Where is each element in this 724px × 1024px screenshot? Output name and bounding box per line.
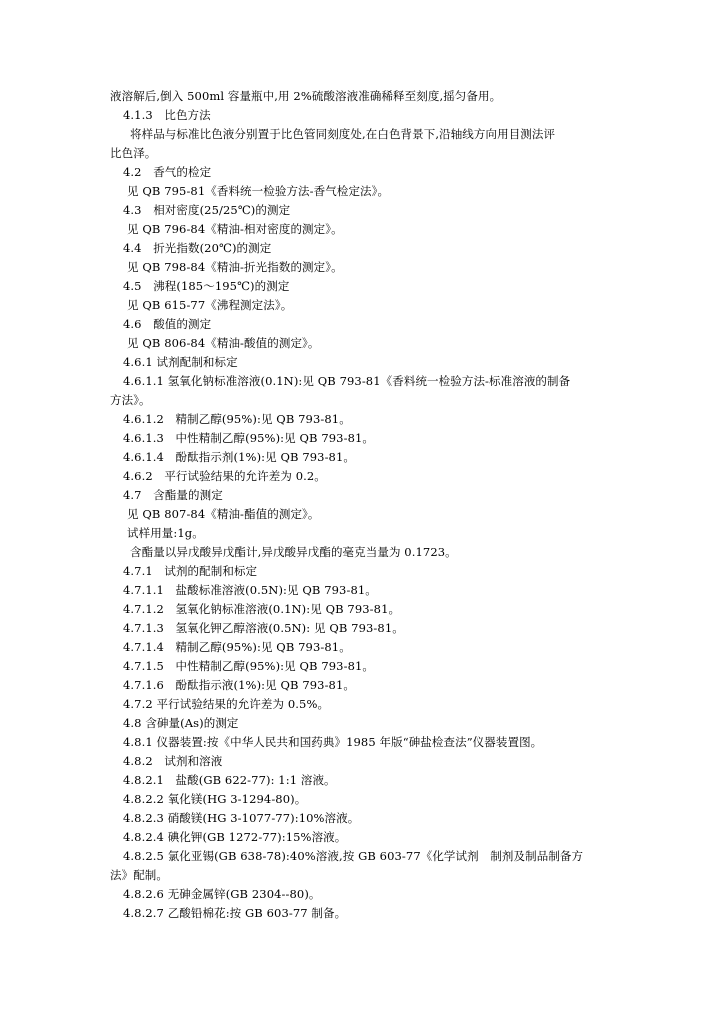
text-line: 4.7.1.6 酚酞指示液(1%):见 QB 793-81。 <box>123 678 355 692</box>
text-line: 4.7.1.2 氢氧化钠标准溶液(0.1N):见 QB 793-81。 <box>123 602 401 616</box>
text-line: 试样用量:1g。 <box>127 526 204 540</box>
section-heading: 4.4 折光指数(20℃)的测定 <box>123 241 272 255</box>
section-heading: 4.7 含酯量的测定 <box>123 488 223 502</box>
section-heading: 4.1.3 比色方法 <box>123 108 211 122</box>
section-heading: 4.8 含砷量(As)的测定 <box>123 716 239 730</box>
text-line: 比色泽。 <box>110 146 157 160</box>
text-line: 4.7.1.4 精制乙醇(95%):见 QB 793-81。 <box>123 640 351 654</box>
text-line: 方法》。 <box>110 393 151 407</box>
text-line: 见 QB 798-84《精油-折光指数的测定》。 <box>127 260 343 274</box>
text-line: 4.8.2.5 氯化亚锡(GB 638-78):40%溶液,按 GB 603-77《化学试剂 制剂及制品制备方 <box>123 849 584 863</box>
text-line: 4.8.2.1 盐酸(GB 622-77): 1:1 溶液。 <box>123 773 336 787</box>
section-heading: 4.7.1 试剂的配制和标定 <box>123 564 258 578</box>
text-line: 4.6.1.3 中性精制乙醇(95%):见 QB 793-81。 <box>123 431 374 445</box>
text-line: 4.7.1.1 盐酸标准溶液(0.5N):见 QB 793-81。 <box>123 583 377 597</box>
text-line: 4.7.2 平行试验结果的允许差为 0.5%。 <box>123 697 330 711</box>
text-line: 4.6.2 平行试验结果的允许差为 0.2。 <box>123 469 326 483</box>
section-heading: 4.2 香气的检定 <box>123 165 212 179</box>
text-line: 4.6.1.1 氢氧化钠标准溶液(0.1N):见 QB 793-81《香料统一检验方法-标准溶液的制备 <box>123 374 571 388</box>
text-line: 4.8.2.4 碘化钾(GB 1272-77):15%溶液。 <box>123 830 347 844</box>
text-line: 将样品与标准比色液分别置于比色管同刻度处,在白色背景下,沿轴线方向用目测法评 <box>130 127 556 141</box>
text-line: 4.7.1.3 氢氧化钾乙醇溶液(0.5N): 见 QB 793-81。 <box>123 621 404 635</box>
text-line: 法》配制。 <box>110 868 168 882</box>
text-line: 见 QB 796-84《精油-相对密度的测定》。 <box>127 222 343 236</box>
text-line: 见 QB 795-81《香料统一检验方法-香气检定法》。 <box>127 184 390 198</box>
text-line: 液溶解后,倒入 500ml 容量瓶中,用 2%硫酸溶液准确稀释至刻度,摇匀备用。 <box>110 89 502 103</box>
section-heading: 4.3 相对密度(25/25℃)的测定 <box>123 203 291 217</box>
text-line: 含酯量以异戊酸异戊酯计,异戊酸异戊酯的毫克当量为 0.1723。 <box>130 545 457 559</box>
text-line: 4.6.1.4 酚酞指示剂(1%):见 QB 793-81。 <box>123 450 355 464</box>
text-line: 4.8.2.6 无砷金属锌(GB 2304--80)。 <box>123 887 321 901</box>
text-line: 4.6.1.2 精制乙醇(95%):见 QB 793-81。 <box>123 412 351 426</box>
text-line: 见 QB 807-84《精油-酯值的测定》。 <box>127 507 320 521</box>
text-line: 4.8.2.3 硝酸镁(HG 3-1077-77):10%溶液。 <box>123 811 360 825</box>
text-line: 4.8.2.7 乙酸铅棉花:按 GB 603-77 制备。 <box>123 906 347 920</box>
section-heading: 4.6 酸值的测定 <box>123 317 212 331</box>
section-heading: 4.6.1 试剂配制和标定 <box>123 355 238 369</box>
text-line: 4.7.1.5 中性精制乙醇(95%):见 QB 793-81。 <box>123 659 374 673</box>
text-line: 见 QB 806-84《精油-酸值的测定》。 <box>127 336 320 350</box>
section-heading: 4.8.2 试剂和溶液 <box>123 754 223 768</box>
text-line: 4.8.2.2 氧化镁(HG 3-1294-80)。 <box>123 792 307 806</box>
text-line: 4.8.1 仪器装置:按《中华人民共和国药典》1985 年版“砷盐检查法”仪器装置图。 <box>123 735 543 749</box>
section-heading: 4.5 沸程(185～195℃)的测定 <box>123 279 290 293</box>
text-line: 见 QB 615-77《沸程测定法》。 <box>127 298 293 312</box>
